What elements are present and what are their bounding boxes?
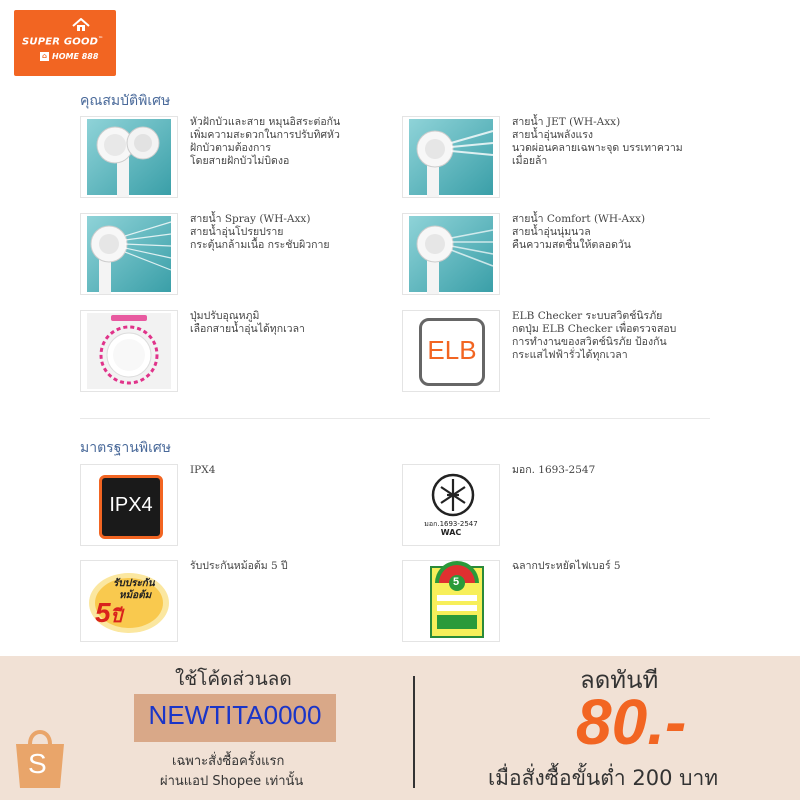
promo-condition-1: เฉพาะสั่งซื้อครั้งแรก: [172, 754, 285, 769]
promo-code-label: ใช้โค้ดส่วนลด: [175, 668, 292, 690]
store-logo: [14, 10, 116, 76]
elb-badge-text: ELB: [427, 335, 477, 365]
standard-description: รับประกันหม้อต้ม 5 ปี: [190, 560, 288, 572]
feature-item: [80, 116, 400, 200]
promo-code[interactable]: NEWTITA0000: [148, 700, 322, 730]
warranty-years: 5ปี: [95, 597, 123, 628]
feature-description: ELB Checker ระบบสวิตช์นิรภัย กดปุ่ม ELB Checker เพื่อตรวจสอบ การทำงานของสวิตช์นิรภัย ป้องกัน กระแสไฟฟ้ารั่วได้ทุกเวลา: [512, 310, 677, 361]
feature-image-hose: [80, 116, 178, 198]
tis-mark-icon: [403, 465, 499, 525]
energy-number: 5: [453, 576, 460, 588]
banner-divider: [413, 676, 415, 788]
tis-caption: มอก.1693-2547: [424, 520, 478, 528]
warranty-text-2: หม้อต้ม: [119, 590, 152, 601]
feature-image-jet: [402, 116, 500, 198]
feature-item: [80, 213, 400, 297]
tis-sub: WAC: [440, 528, 462, 537]
feature-description: สายน้ำ Spray (WH-Axx) สายน้ำอุ่นโปรยปราย กระตุ้นกล้ามเนื้อ กระชับผิวกาย: [190, 213, 330, 251]
feature-description: ปุ่มปรับอุณหภูมิ เลือกสายน้ำอุ่นได้ทุกเวลา: [190, 310, 305, 335]
standards-heading: มาตรฐานพิเศษ: [80, 440, 171, 456]
logo-line-1: SUPER GOOD™: [22, 36, 104, 48]
warranty-text: รับประกัน: [113, 578, 155, 589]
discount-condition: เมื่อสั่งซื้อขั้นต่ำ 200 บาท: [488, 766, 719, 790]
standard-image-tis: [402, 464, 500, 546]
standard-item: [402, 560, 722, 644]
feature-image-spray: [80, 213, 178, 295]
feature-description: สายน้ำ JET (WH-Axx) สายน้ำอุ่นพลังแรง นวดผ่อนคลายเฉพาะจุด บรรเทาความ เมื่อยล้า: [512, 116, 683, 167]
section-divider: [80, 418, 710, 419]
ipx4-badge-text: IPX4: [109, 494, 153, 516]
feature-image-elb: [402, 310, 500, 392]
house-roof-icon: [72, 18, 90, 32]
feature-item: [402, 310, 722, 394]
feature-description: หัวฝักบัวและสาย หมุนอิสระต่อกัน เพิ่มความสะดวกในการปรับทิศหัว ฝักบัวตามต้องการ โดยสายฝักบัวไม่บิดงอ: [190, 116, 341, 167]
shopee-bag-letter: S: [28, 748, 47, 779]
promo-condition-2: ผ่านแอป Shopee เท่านั้น: [160, 774, 304, 789]
feature-item: [402, 116, 722, 200]
logo-line-2: ⌂ HOME 888: [41, 52, 99, 61]
feature-image-comfort: [402, 213, 500, 295]
standard-description: มอก. 1693-2547: [512, 464, 596, 476]
standard-image-energy-label: [402, 560, 500, 642]
standard-item: [80, 464, 400, 548]
standard-description: IPX4: [190, 464, 216, 476]
standard-item: [402, 464, 722, 548]
feature-item: [402, 213, 722, 297]
standard-image-warranty: [80, 560, 178, 642]
discount-amount: 80.-: [576, 686, 687, 758]
standard-description: ฉลากประหยัดไฟเบอร์ 5: [512, 560, 621, 572]
features-heading: คุณสมบัติพิเศษ: [80, 93, 171, 109]
discount-label: ลดทันที: [580, 666, 659, 694]
feature-image-knob: [80, 310, 178, 392]
feature-item: [80, 310, 400, 394]
home-icon: ⌂: [41, 52, 47, 60]
standard-image-ipx4: [80, 464, 178, 546]
feature-description: สายน้ำ Comfort (WH-Axx) สายน้ำอุ่นนุ่มนวล คืนความสดชื่นให้ตลอดวัน: [512, 213, 646, 251]
standard-item: [80, 560, 400, 644]
